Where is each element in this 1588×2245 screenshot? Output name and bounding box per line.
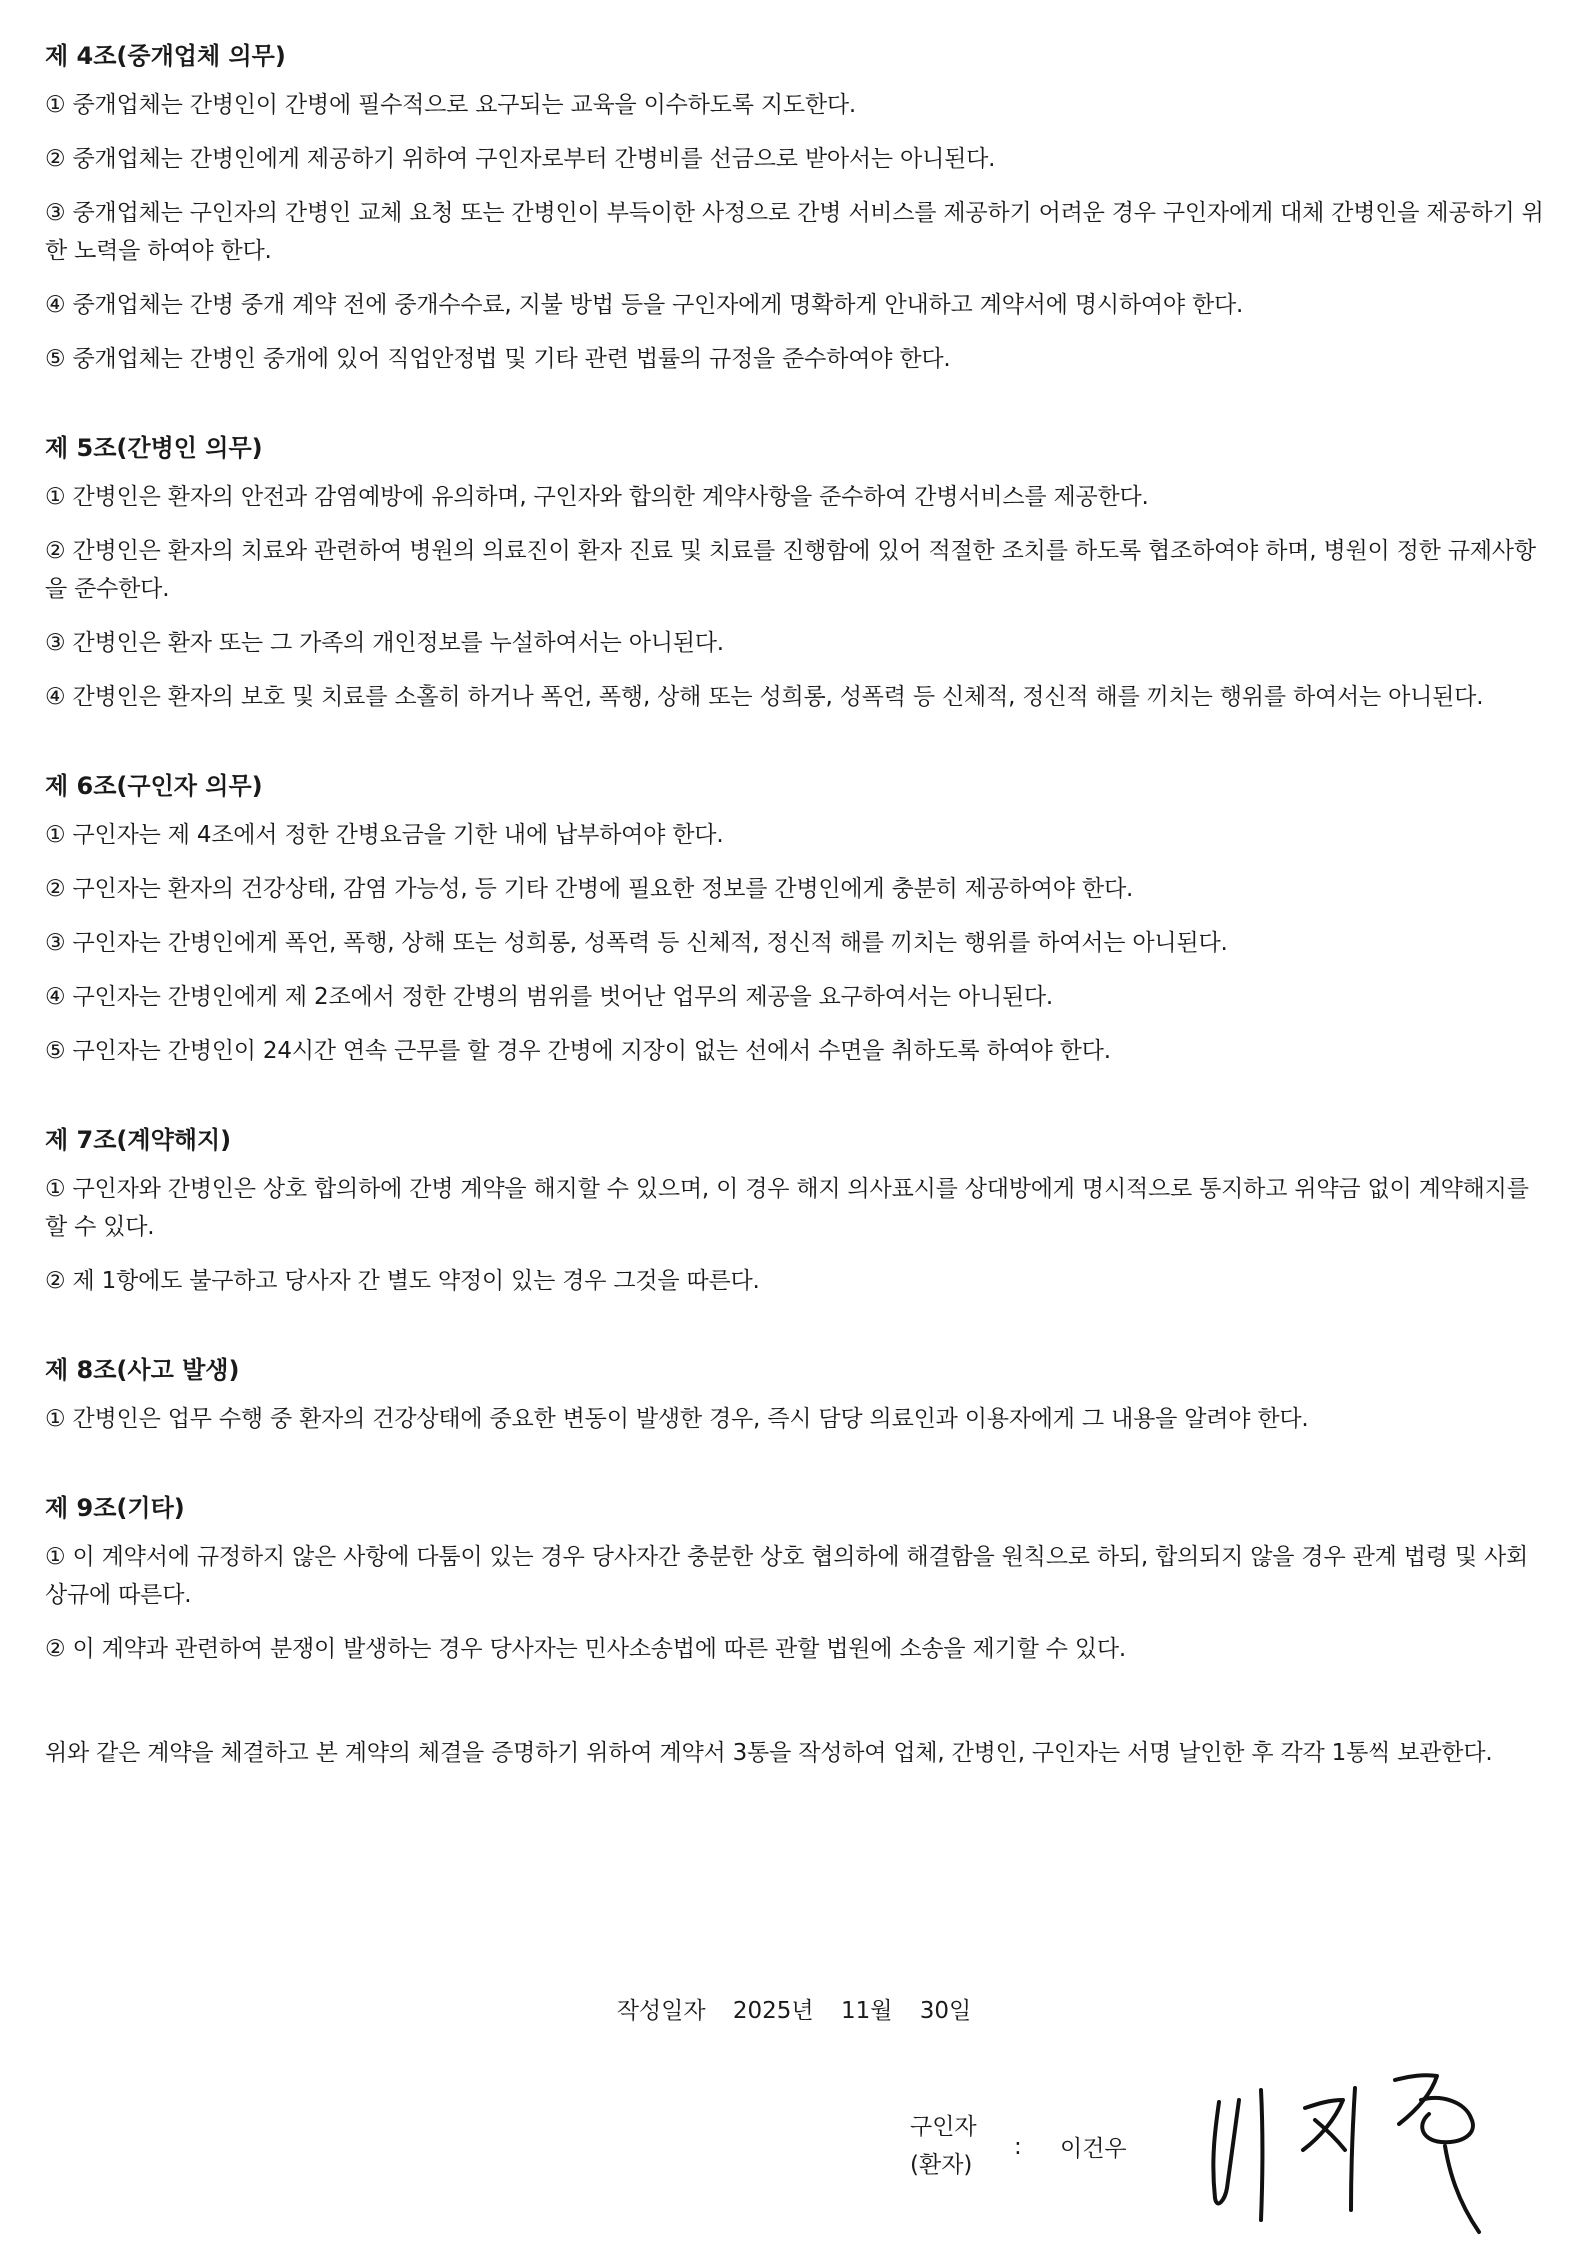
article-clause: ⑤ 중개업체는 간병인 중개에 있어 직업안정법 및 기타 관련 법률의 규정을 준수하여야 한다. — [45, 346, 951, 372]
handwritten-signature — [1195, 2050, 1495, 2235]
article-title: 제 8조(사고 발생) — [45, 1356, 240, 1384]
article-clause: ① 구인자와 간병인은 상호 합의하에 간병 계약을 해지할 수 있으며, 이 경우 해지 의사표시를 상대방에게 명시적으로 통지하고 위약금 없이 계약해지를 할 수 있다. — [45, 1176, 1529, 1240]
article-clause: ④ 중개업체는 간병 중개 계약 전에 중개수수료, 지불 방법 등을 구인자에게 명확하게 안내하고 계약서에 명시하여야 한다. — [45, 292, 1244, 318]
contract-body — [45, 38, 1545, 1795]
article-clause: ② 중개업체는 간병인에게 제공하기 위하여 구인자로부터 간병비를 선금으로 받아서는 아니된다. — [45, 146, 996, 172]
article-clause: ③ 구인자는 간병인에게 폭언, 폭행, 상해 또는 성희롱, 성폭력 등 신체적, 정신적 해를 끼치는 행위를 하여서는 아니된다. — [45, 930, 1228, 956]
date-month: 11월 — [840, 1998, 893, 2024]
date-day: 30일 — [919, 1998, 972, 2024]
article-title: 제 5조(간병인 의무) — [45, 434, 263, 462]
article-clause: ① 이 계약서에 규정하지 않은 사항에 다툼이 있는 경우 당사자간 충분한 상호 협의하에 해결함을 원칙으로 하되, 합의되지 않을 경우 관계 법령 및 사회상규에 따른다. — [45, 1544, 1529, 1608]
date-label: 작성일자 — [616, 1998, 706, 2024]
article-clause: ④ 간병인은 환자의 보호 및 치료를 소홀히 하거나 폭언, 폭행, 상해 또는 성희롱, 성폭력 등 신체적, 정신적 해를 끼치는 행위를 하여서는 아니된다. — [45, 684, 1484, 710]
article-title: 제 6조(구인자 의무) — [45, 772, 263, 800]
article-6 — [45, 768, 1545, 1070]
article-clause: ④ 구인자는 간병인에게 제 2조에서 정한 간병의 범위를 벗어난 업무의 제공을 요구하여서는 아니된다. — [45, 984, 1054, 1010]
article-7 — [45, 1122, 1545, 1300]
signer-name: 이건우 — [1060, 2136, 1127, 2162]
article-clause: ② 구인자는 환자의 건강상태, 감염 가능성, 등 기타 간병에 필요한 정보를 간병인에게 충분히 제공하여야 한다. — [45, 876, 1134, 902]
article-title: 제 9조(기타) — [45, 1494, 185, 1522]
date-year: 2025년 — [732, 1998, 814, 2024]
article-4 — [45, 38, 1545, 378]
article-clause: ② 이 계약과 관련하여 분쟁이 발생하는 경우 당사자는 민사소송법에 따른 관할 법원에 소송을 제기할 수 있다. — [45, 1636, 1126, 1662]
closing-statement: 위와 같은 계약을 체결하고 본 계약의 체결을 증명하기 위하여 계약서 3통을 작성하여 업체, 간병인, 구인자는 서명 날인한 후 각각 1통씩 보관한다. — [45, 1740, 1493, 1766]
article-clause: ① 중개업체는 간병인이 간병에 필수적으로 요구되는 교육을 이수하도록 지도한다. — [45, 92, 857, 118]
signer-role-line2: (환자) — [910, 2152, 973, 2178]
article-clause: ① 간병인은 업무 수행 중 환자의 건강상태에 중요한 변동이 발생한 경우, 즉시 담당 의료인과 이용자에게 그 내용을 알려야 한다. — [45, 1406, 1309, 1432]
article-clause: ③ 중개업체는 구인자의 간병인 교체 요청 또는 간병인이 부득이한 사정으로 간병 서비스를 제공하기 어려운 경우 구인자에게 대체 간병인을 제공하기 위한 노력을 하여야 한다. — [45, 200, 1544, 264]
signer-role-line1: 구인자 — [910, 2114, 977, 2140]
article-clause: ⑤ 구인자는 간병인이 24시간 연속 근무를 할 경우 간병에 지장이 없는 선에서 수면을 취하도록 하여야 한다. — [45, 1038, 1111, 1064]
article-clause: ② 제 1항에도 불구하고 당사자 간 별도 약정이 있는 경우 그것을 따른다. — [45, 1268, 760, 1294]
signer-colon: : — [1014, 2134, 1022, 2160]
article-clause: ② 간병인은 환자의 치료와 관련하여 병원의 의료진이 환자 진료 및 치료를 진행함에 있어 적절한 조치를 하도록 협조하여야 하며, 병원이 정한 규제사항을 준수한다. — [45, 538, 1536, 602]
article-clause: ③ 간병인은 환자 또는 그 가족의 개인정보를 누설하여서는 아니된다. — [45, 630, 724, 656]
article-title: 제 4조(중개업체 의무) — [45, 42, 286, 70]
article-clause: ① 간병인은 환자의 안전과 감염예방에 유의하며, 구인자와 합의한 계약사항을 준수하여 간병서비스를 제공한다. — [45, 484, 1149, 510]
date-line — [0, 1992, 1588, 2030]
articles-list — [45, 38, 1545, 1668]
article-clause: ① 구인자는 제 4조에서 정한 간병요금을 기한 내에 납부하여야 한다. — [45, 822, 724, 848]
article-5 — [45, 430, 1545, 716]
article-title: 제 7조(계약해지) — [45, 1126, 232, 1154]
article-8 — [45, 1352, 1545, 1438]
signer-role — [910, 2108, 1000, 2184]
article-9 — [45, 1490, 1545, 1668]
